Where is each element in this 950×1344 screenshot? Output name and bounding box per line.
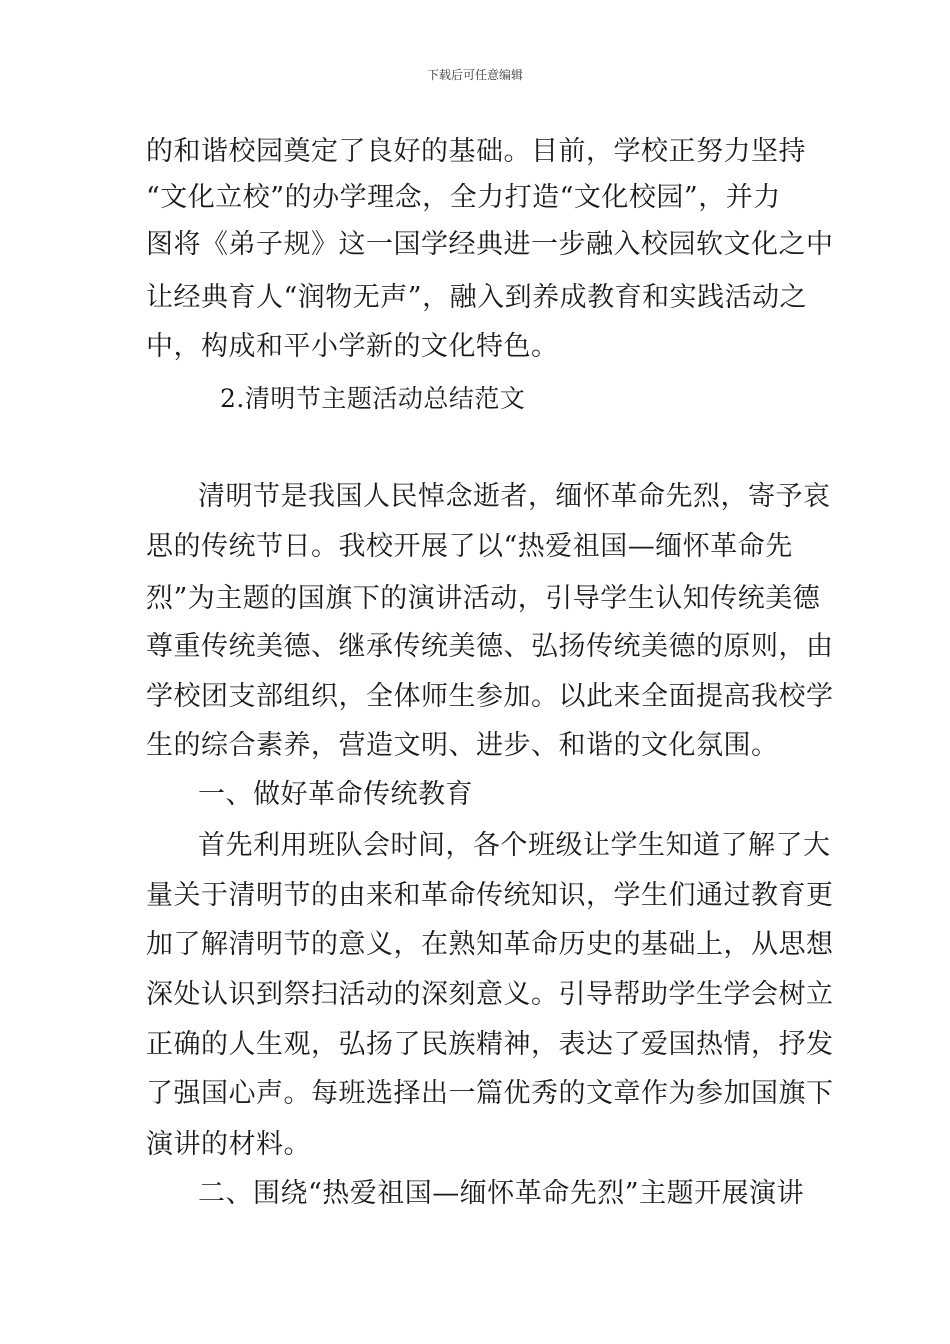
paragraph-line: 图将《弟子规》这一国学经典进一步融入校园软文化之中 — [146, 229, 834, 260]
paragraph-line: 深处认识到祭扫活动的深刻意义。引导帮助学生学会树立 — [146, 979, 834, 1010]
paragraph-line: 的和谐校园奠定了良好的基础。目前，学校正努力坚持 — [146, 136, 806, 167]
paragraph-line: 首先利用班队会时间，各个班级让学生知道了解了大 — [198, 830, 831, 861]
paragraph-line: 演讲的材料。 — [146, 1129, 311, 1160]
paragraph-line: 让经典育人“润物无声”，融入到养成教育和实践活动之 — [146, 282, 808, 313]
paragraph-line: 量关于清明节的由来和革命传统知识，学生们通过教育更 — [146, 880, 834, 911]
paragraph-line: 清明节是我国人民悼念逝者，缅怀革命先烈，寄予哀 — [198, 481, 831, 512]
section-heading: 2.清明节主题活动总结范文 — [220, 384, 526, 413]
paragraph-line: 学校团支部组织，全体师生参加。以此来全面提高我校学 — [146, 681, 834, 712]
paragraph-line: 加了解清明节的意义，在熟知革命历史的基础上，从思想 — [146, 929, 834, 960]
paragraph-line: 正确的人生观，弘扬了民族精神，表达了爱国热情，抒发 — [146, 1029, 834, 1060]
paragraph-line: 生的综合素养，营造文明、进步、和谐的文化氛围。 — [146, 730, 779, 761]
paragraph-line: 尊重传统美德、继承传统美德、弘扬传统美德的原则，由 — [146, 631, 834, 662]
paragraph-line: 中，构成和平小学新的文化特色。 — [146, 331, 559, 362]
subsection-heading: 二、围绕“热爱祖国—缅怀革命先烈”主题开展演讲 — [198, 1178, 805, 1209]
page-header: 下载后可任意编辑 — [426, 68, 523, 82]
paragraph-line: 了强国心声。每班选择出一篇优秀的文章作为参加国旗下 — [146, 1078, 834, 1109]
paragraph-line: 烈”为主题的国旗下的演讲活动，引导学生认知传统美德 — [146, 583, 821, 614]
paragraph-line: “文化立校”的办学理念，全力打造“文化校园”，并力 — [146, 182, 781, 213]
paragraph-line: 思的传统节日。我校开展了以“热爱祖国—缅怀革命先 — [146, 531, 793, 562]
subsection-heading: 一、做好革命传统教育 — [198, 779, 473, 810]
